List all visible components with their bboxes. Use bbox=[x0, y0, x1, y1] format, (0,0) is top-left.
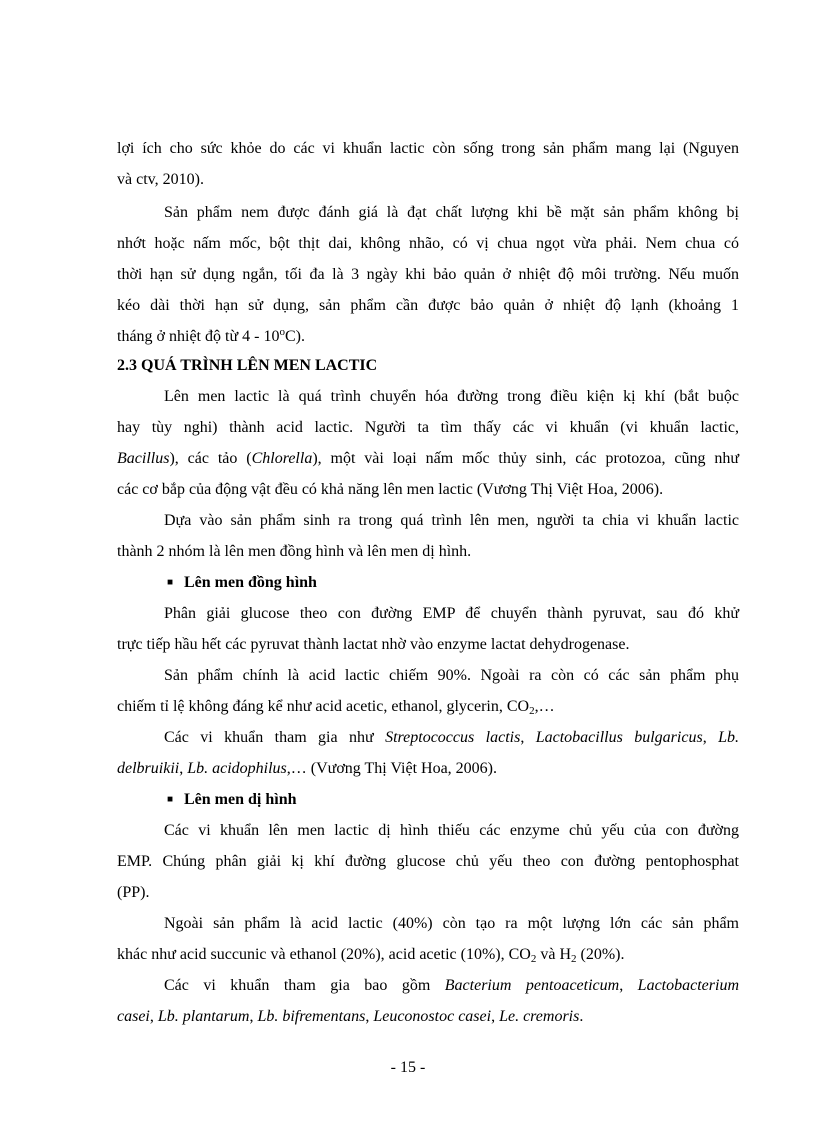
paragraph-line: khác như acid succunic và ethanol (20%), acid acetic (10%), $CO_2$ và $H_2$ (20%). bbox=[117, 946, 625, 965]
paragraph-line: lợi ích cho sức khỏe do các vi khuẩn lactic còn sống trong sản phẩm mang lại (Nguyen bbox=[117, 140, 739, 157]
paragraph-line: nhớt hoặc nấm mốc, bột thịt dai, không nhão, có vị chua ngọt vừa phải. Nem chua có bbox=[117, 235, 739, 252]
paragraph-line: chiếm tỉ lệ không đáng kể như acid acetic, ethanol, glycerin, $CO_2,\dots$ bbox=[117, 698, 555, 717]
paragraph-line: Các vi khuẩn tham gia như Streptococcus lactis, Lactobacillus bulgaricus, Lb. bbox=[164, 729, 739, 746]
paragraph-line: Các vi khuẩn lên men lactic dị hình thiếu các enzyme chủ yếu của con đường bbox=[164, 822, 739, 839]
bullet-square-icon: ■ bbox=[167, 794, 174, 805]
paragraph-line: Phân giải glucose theo con đường EMP để chuyển thành pyruvat, sau đó khử bbox=[164, 605, 739, 622]
paragraph-line: kéo dài thời hạn sử dụng, sản phẩm cần được bảo quản ở nhiệt độ lạnh (khoảng 1 bbox=[117, 297, 739, 314]
paragraph-line: thời hạn sử dụng ngắn, tối đa là 3 ngày khi bảo quản ở nhiệt độ môi trường. Nếu muốn bbox=[117, 266, 739, 283]
paragraph-line: Sản phẩm chính là acid lactic chiếm 90%. Ngoài ra còn có các sản phẩm phụ bbox=[164, 667, 739, 684]
paragraph-line: Sản phẩm nem được đánh giá là đạt chất lượng khi bề mặt sản phẩm không bị bbox=[164, 204, 739, 221]
paragraph-line: Dựa vào sản phẩm sinh ra trong quá trình lên men, người ta chia vi khuẩn lactic bbox=[164, 512, 739, 529]
paragraph-line: EMP. Chúng phân giải kị khí đường glucose chủ yếu theo con đường pentophosphat bbox=[117, 853, 739, 870]
paragraph-line: tháng ở nhiệt độ từ 4 - 10$^o$C). bbox=[117, 326, 305, 345]
paragraph-line: Các vi khuẩn tham gia bao gồm Bacterium pentoaceticum, Lactobacterium bbox=[164, 977, 739, 994]
paragraph-line: Ngoài sản phẩm là acid lactic (40%) còn tạo ra một lượng lớn các sản phẩm bbox=[164, 915, 739, 932]
paragraph-line: thành 2 nhóm là lên men đồng hình và lên men dị hình. bbox=[117, 543, 472, 560]
bullet-square-icon: ■ bbox=[167, 577, 174, 588]
paragraph-line: và ctv, 2010). bbox=[117, 171, 204, 188]
paragraph-line: hay tùy nghi) thành acid lactic. Người ta tìm thấy các vi khuẩn (vi khuẩn lactic, bbox=[117, 419, 739, 436]
page-number: - 15 - bbox=[390, 1059, 426, 1076]
paragraph-line: (PP). bbox=[117, 884, 150, 901]
subheading-homofermentative: ■ Lên men đồng hình bbox=[117, 572, 739, 594]
paragraph-line: casei, Lb. plantarum, Lb. bifrementans, Leuconostoc casei, Le. cremoris. bbox=[117, 1008, 584, 1025]
paragraph-line: delbruikii, Lb. acidophilus,… (Vương Thị Việt Hoa, 2006). bbox=[117, 760, 498, 777]
section-heading: 2.3 QUÁ TRÌNH LÊN MEN LACTIC bbox=[117, 357, 378, 374]
paragraph-line: Lên men lactic là quá trình chuyển hóa đường trong điều kiện kị khí (bắt buộc bbox=[164, 388, 739, 405]
subheading-heterofermentative: ■ Lên men dị hình bbox=[117, 789, 739, 811]
paragraph-line: trực tiếp hầu hết các pyruvat thành lactat nhờ vào enzyme lactat dehydrogenase. bbox=[117, 636, 630, 653]
paragraph-line: các cơ bắp của động vật đều có khả năng lên men lactic (Vương Thị Việt Hoa, 2006). bbox=[117, 481, 664, 498]
paragraph-line: Bacillus), các tảo (Chlorella), một vài loại nấm mốc thủy sinh, các protozoa, cũng như bbox=[117, 450, 739, 467]
